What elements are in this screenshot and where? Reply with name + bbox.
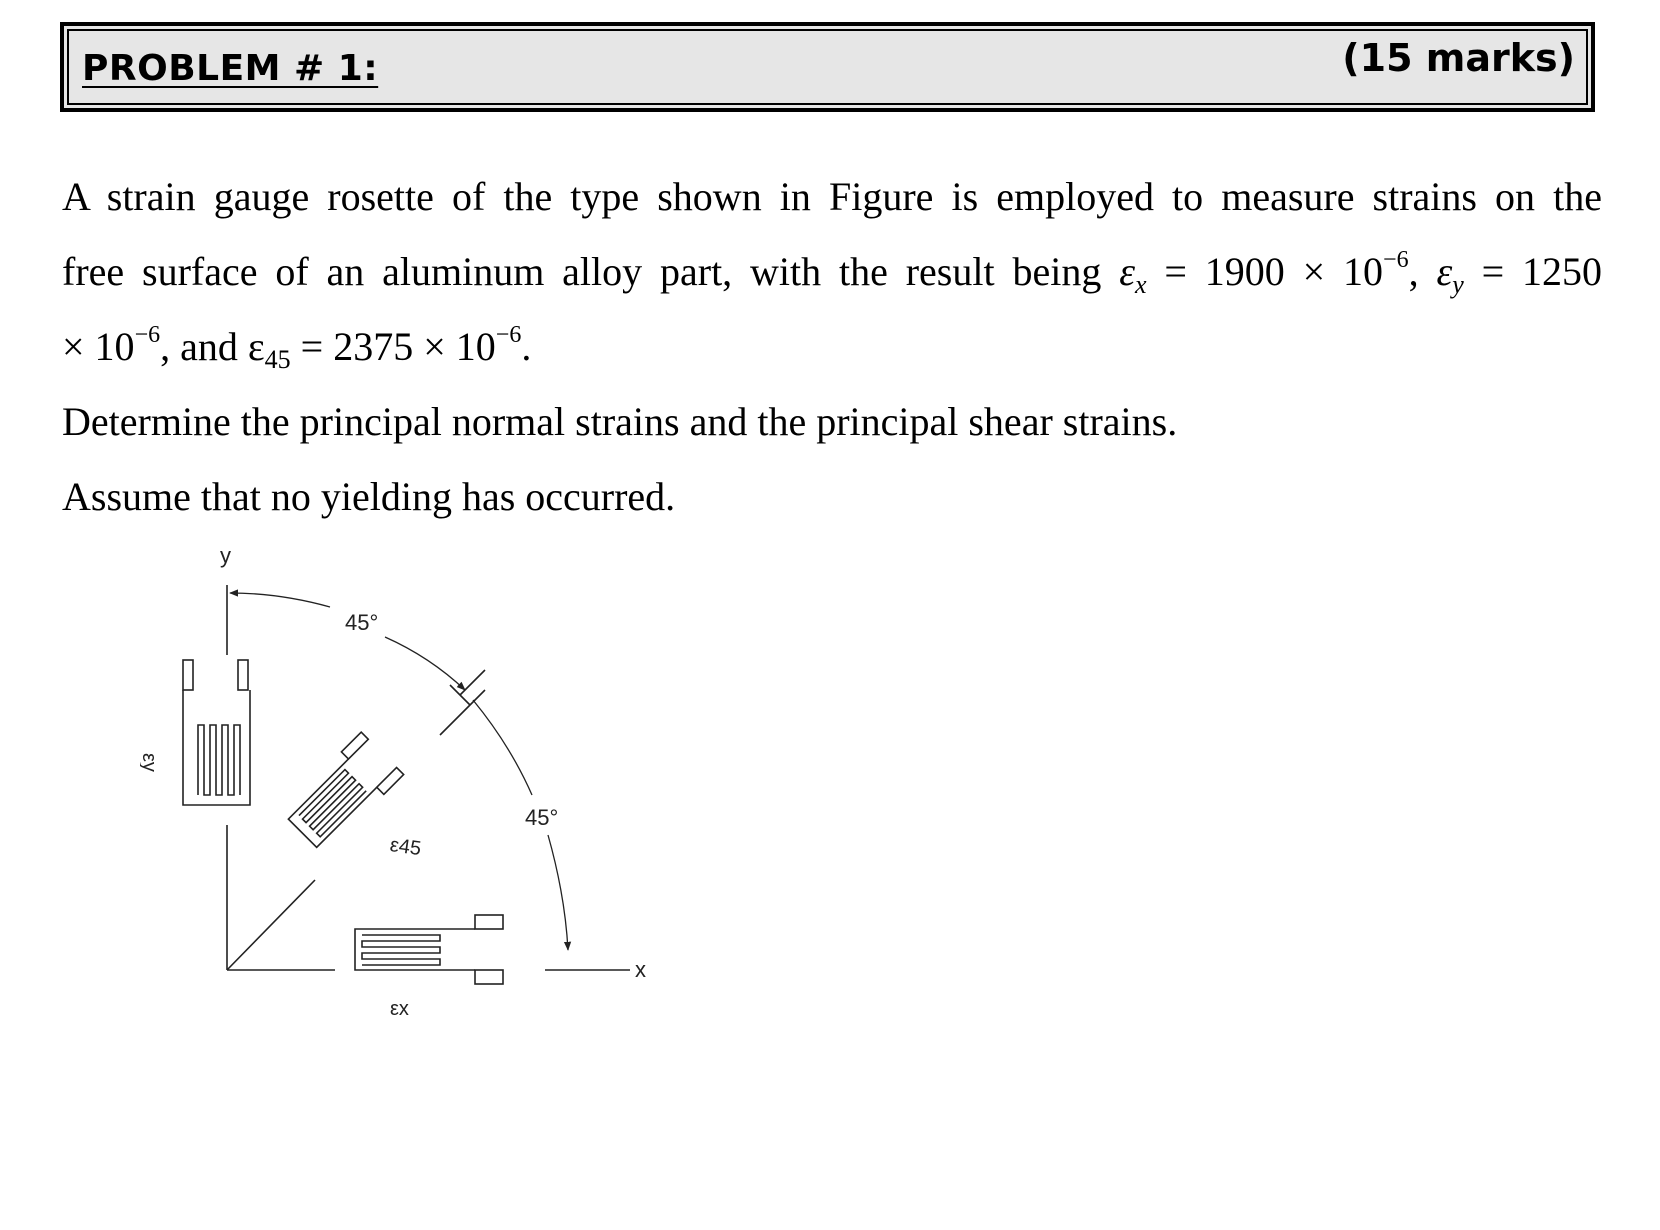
statement-line-1: A strain gauge rosette of the type shown in Figure is employed to measure strains on the [62, 174, 1602, 219]
axes [227, 585, 630, 970]
problem-statement [62, 167, 1602, 542]
angle-top-label: 45° [345, 610, 379, 635]
epsilon-45-symbol: $\varepsilon_{45}$ [247, 324, 291, 374]
arc-top [230, 593, 330, 607]
problem-header [60, 22, 1595, 112]
diagonal-axis-lower [227, 880, 315, 970]
epsilon-45-label: ε45 [388, 834, 423, 861]
problem-title: PROBLEM # 1: [82, 48, 379, 89]
epsilon-y-label: εy [140, 753, 160, 772]
arc-right-upper [473, 700, 532, 795]
epsilon-y-symbol: $\varepsilon_y$ [1436, 249, 1464, 299]
rosette-figure [140, 545, 700, 1085]
arc-middle [385, 637, 465, 690]
gauge-y [183, 660, 250, 805]
axis-y-label: y [220, 545, 231, 568]
angle-arcs [230, 593, 568, 950]
epsilon-x-label: εx [390, 998, 409, 1020]
statement-line-2 [62, 242, 1602, 317]
statement-line-3: × $10^{-6}$, and $\varepsilon_{45} = 2375 \times 10^{-6}$. [62, 322, 532, 374]
statement-line-4: Determine the principal normal strains and the principal shear strains. [62, 399, 1178, 444]
epsilon-x-symbol: $\varepsilon_x$ [1119, 249, 1147, 299]
axis-x-label: x [635, 957, 646, 982]
angle-right-label: 45° [525, 805, 559, 830]
epsilon-45-value: = $2375 \times 10^{-6}$. [300, 322, 532, 369]
arc-right-lower [548, 835, 568, 950]
gauge-x [355, 915, 503, 984]
statement-line-5: Assume that no yielding has occurred. [62, 474, 676, 519]
tick-mark [460, 670, 485, 695]
gauge-45 [281, 732, 403, 854]
line2-lead: free surface of an aluminum alloy part, with the result being [62, 249, 1102, 294]
epsilon-x-value: = $1900 \times 10^{-6}$, [1164, 247, 1419, 294]
problem-marks: (15 marks) [1342, 36, 1575, 80]
epsilon-y-value: = 1250 [1481, 249, 1603, 294]
